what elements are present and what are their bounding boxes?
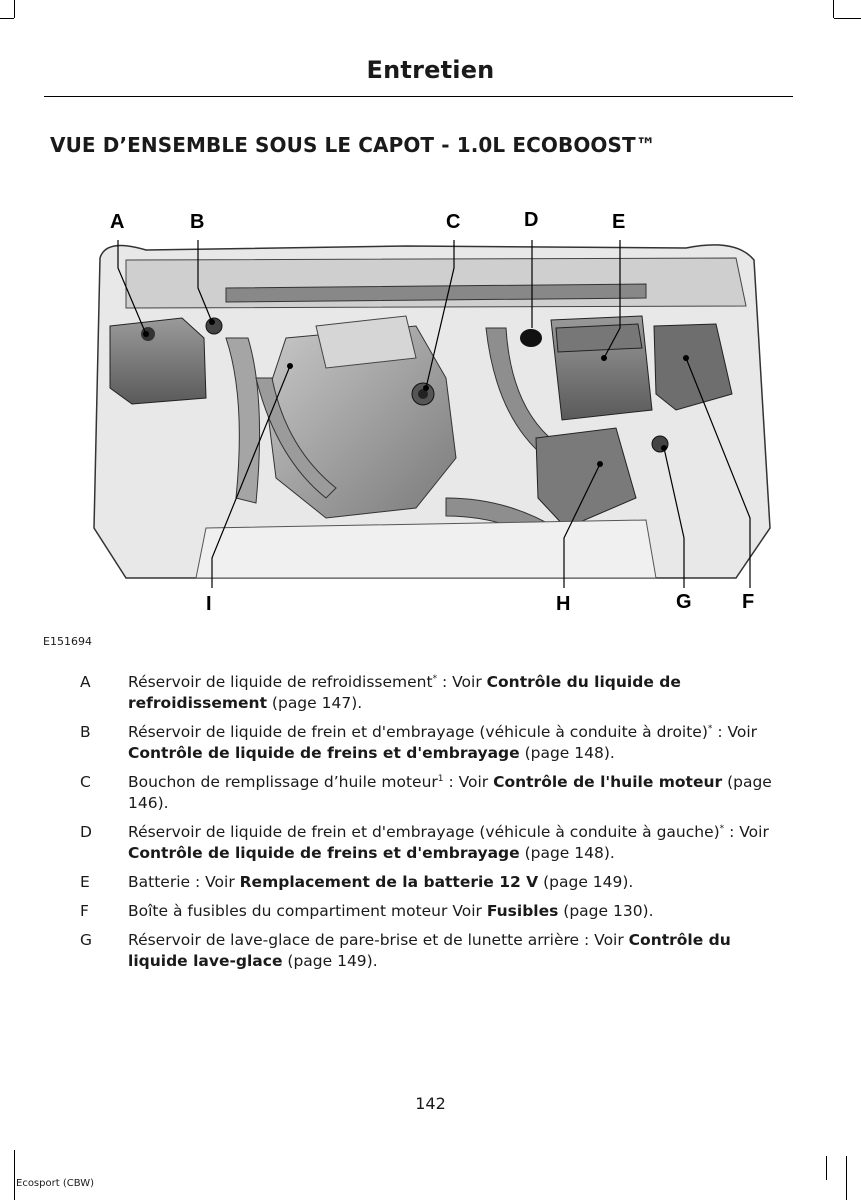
footnote-marker: * bbox=[707, 724, 713, 734]
footnote-marker: * bbox=[719, 824, 725, 834]
page-header-title: Entretien bbox=[366, 56, 495, 84]
legend-list bbox=[80, 672, 780, 980]
callout-c: C bbox=[446, 211, 461, 233]
legend-letter: F bbox=[80, 902, 89, 920]
legend-text: Réservoir de liquide de frein et d'embrayage (véhicule à conduite à gauche) bbox=[128, 823, 720, 841]
legend-sep: : Voir bbox=[724, 823, 769, 841]
legend-letter: E bbox=[80, 873, 90, 891]
footnote-marker: * bbox=[432, 674, 438, 684]
callout-a: A bbox=[110, 211, 125, 233]
callout-d: D bbox=[524, 209, 539, 231]
legend-sep: : Voir bbox=[190, 873, 240, 891]
legend-text: Batterie bbox=[128, 873, 191, 891]
engine-bay-illustration bbox=[86, 198, 776, 618]
crop-mark bbox=[846, 1156, 847, 1200]
cross-reference[interactable]: Contrôle du liquide lave-glace bbox=[128, 931, 731, 970]
legend-text: Réservoir de lave-glace de pare-brise et de lunette arrière bbox=[128, 931, 580, 949]
legend-item bbox=[80, 901, 780, 922]
callout-f: F bbox=[742, 591, 755, 613]
crop-mark bbox=[14, 0, 15, 18]
legend-letter: G bbox=[80, 931, 93, 949]
legend-item bbox=[80, 672, 780, 714]
cross-reference[interactable]: Contrôle de liquide de freins et d'embrayage bbox=[128, 744, 520, 762]
legend-text: Réservoir de liquide de refroidissement bbox=[128, 673, 433, 691]
cross-reference[interactable]: Contrôle de liquide de freins et d'embrayage bbox=[128, 844, 520, 862]
legend-item bbox=[80, 772, 780, 814]
callout-h: H bbox=[556, 593, 571, 615]
legend-item bbox=[80, 722, 780, 764]
section-title: VUE D’ENSEMBLE SOUS LE CAPOT - 1.0L ECOBOOST™ bbox=[50, 133, 656, 157]
crop-mark bbox=[833, 0, 834, 18]
legend-text: Boîte à fusibles du compartiment moteur bbox=[128, 902, 448, 920]
legend-item bbox=[80, 822, 780, 864]
crop-mark bbox=[14, 1150, 15, 1200]
header-rule bbox=[44, 96, 793, 97]
footer-model: Ecosport (CBW) bbox=[16, 1178, 94, 1189]
page-reference: (page 146). bbox=[128, 773, 772, 812]
cross-reference[interactable]: Remplacement de la batterie 12 V bbox=[239, 873, 539, 891]
legend-sep: : Voir bbox=[712, 723, 758, 741]
footnote-marker: 1 bbox=[437, 774, 444, 784]
callout-g: G bbox=[676, 591, 692, 613]
legend-letter: D bbox=[80, 823, 92, 841]
page-reference: (page 147). bbox=[267, 694, 363, 712]
legend-item bbox=[80, 930, 780, 972]
legend-text: Réservoir de liquide de frein et d'embrayage (véhicule à conduite à droite) bbox=[128, 723, 708, 741]
legend-item bbox=[80, 872, 780, 893]
page-number: 142 bbox=[415, 1094, 446, 1113]
legend-letter: B bbox=[80, 723, 91, 741]
figure-code: E151694 bbox=[43, 635, 92, 648]
callout-i: I bbox=[206, 593, 212, 615]
cross-reference[interactable]: Contrôle du liquide de refroidissement bbox=[128, 673, 681, 712]
crop-mark bbox=[834, 18, 861, 19]
legend-sep: : Voir bbox=[579, 931, 629, 949]
page-reference: (page 148). bbox=[519, 744, 615, 762]
legend-letter: A bbox=[80, 673, 91, 691]
crop-mark bbox=[0, 18, 14, 19]
page-reference: (page 149). bbox=[538, 873, 634, 891]
legend-sep: Voir bbox=[447, 902, 487, 920]
callout-b: B bbox=[190, 211, 205, 233]
page-reference: (page 149). bbox=[282, 952, 378, 970]
legend-text: Bouchon de remplissage d’huile moteur bbox=[128, 773, 438, 791]
page-reference: (page 130). bbox=[558, 902, 654, 920]
legend-letter: C bbox=[80, 773, 91, 791]
legend-sep: : Voir bbox=[437, 673, 487, 691]
cross-reference[interactable]: Fusibles bbox=[486, 902, 559, 920]
page-reference: (page 148). bbox=[519, 844, 615, 862]
cross-reference[interactable]: Contrôle de l'huile moteur bbox=[493, 773, 723, 791]
legend-sep: : Voir bbox=[443, 773, 494, 791]
callout-e: E bbox=[612, 211, 626, 233]
crop-mark bbox=[826, 1156, 827, 1180]
